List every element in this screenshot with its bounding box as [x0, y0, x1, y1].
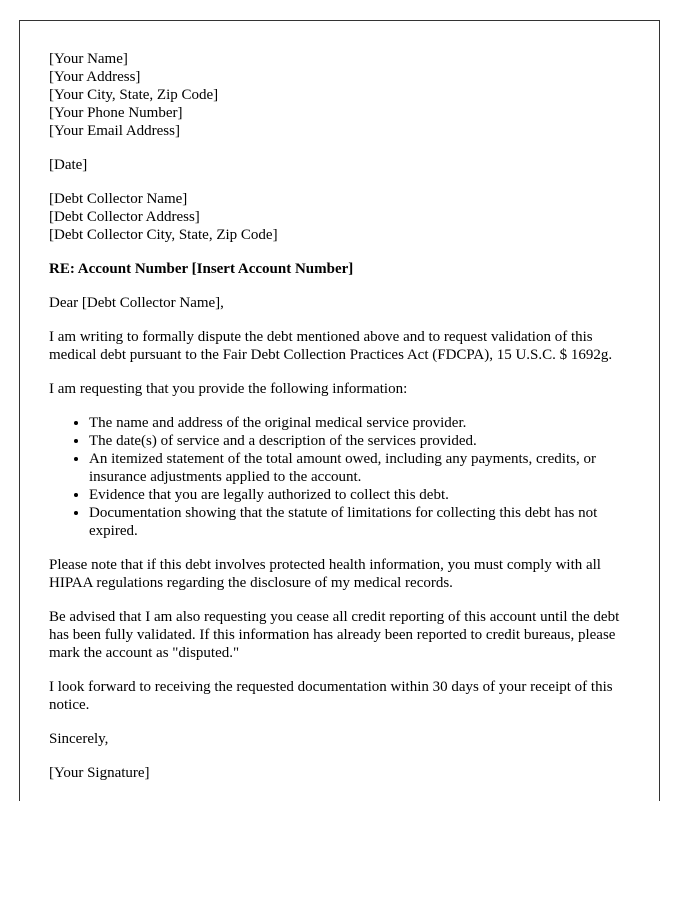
signoff: Sincerely, [49, 731, 109, 747]
recipient-city-state-zip: [Debt Collector City, State, Zip Code] [49, 227, 278, 243]
sender-block [49, 50, 631, 140]
list-item: • An itemized statement of the total amount owed, including any payments, credits, or insurance adjustments applied to the account. [89, 450, 631, 486]
signature: [Your Signature] [49, 765, 150, 781]
salutation: Dear [Debt Collector Name], [49, 295, 224, 311]
list-item: • The name and address of the original medical service provider. [89, 414, 631, 432]
subject-line: RE: Account Number [Insert Account Number] [49, 261, 354, 277]
sender-address: [Your Address] [49, 69, 141, 85]
recipient-name: [Debt Collector Name] [49, 191, 188, 207]
letter-page [19, 20, 660, 801]
sender-city-state-zip: [Your City, State, Zip Code] [49, 87, 219, 103]
sender-name: [Your Name] [49, 51, 128, 67]
recipient-address: [Debt Collector Address] [49, 209, 200, 225]
list-item: • Evidence that you are legally authorized to collect this debt. [89, 486, 631, 504]
credit-reporting-paragraph: Be advised that I am also requesting you cease all credit reporting of this account until the debt has been fully validated. If this information has already been reported to credit bureaus, please mark the account as "disputed." [49, 609, 620, 661]
list-item: • Documentation showing that the statute of limitations for collecting this debt has not expired. [89, 504, 631, 540]
closing-note-paragraph: I look forward to receiving the requested documentation within 30 days of your receipt of this notice. [49, 679, 613, 713]
request-lead-paragraph: I am requesting that you provide the following information: [49, 381, 408, 397]
letter-date: [Date] [49, 157, 88, 173]
requests-list [49, 414, 631, 540]
list-item: • The date(s) of service and a description of the services provided. [89, 432, 631, 450]
recipient-block [49, 190, 631, 244]
sender-phone: [Your Phone Number] [49, 105, 183, 121]
hipaa-paragraph: Please note that if this debt involves protected health information, you must comply with all HIPAA regulations regarding the disclosure of my medical records. [49, 557, 601, 591]
sender-email: [Your Email Address] [49, 123, 180, 139]
intro-paragraph: I am writing to formally dispute the debt mentioned above and to request validation of this medical debt pursuant to the Fair Debt Collection Practices Act (FDCPA), 15 U.S.C. $ 1692g. [49, 329, 613, 363]
